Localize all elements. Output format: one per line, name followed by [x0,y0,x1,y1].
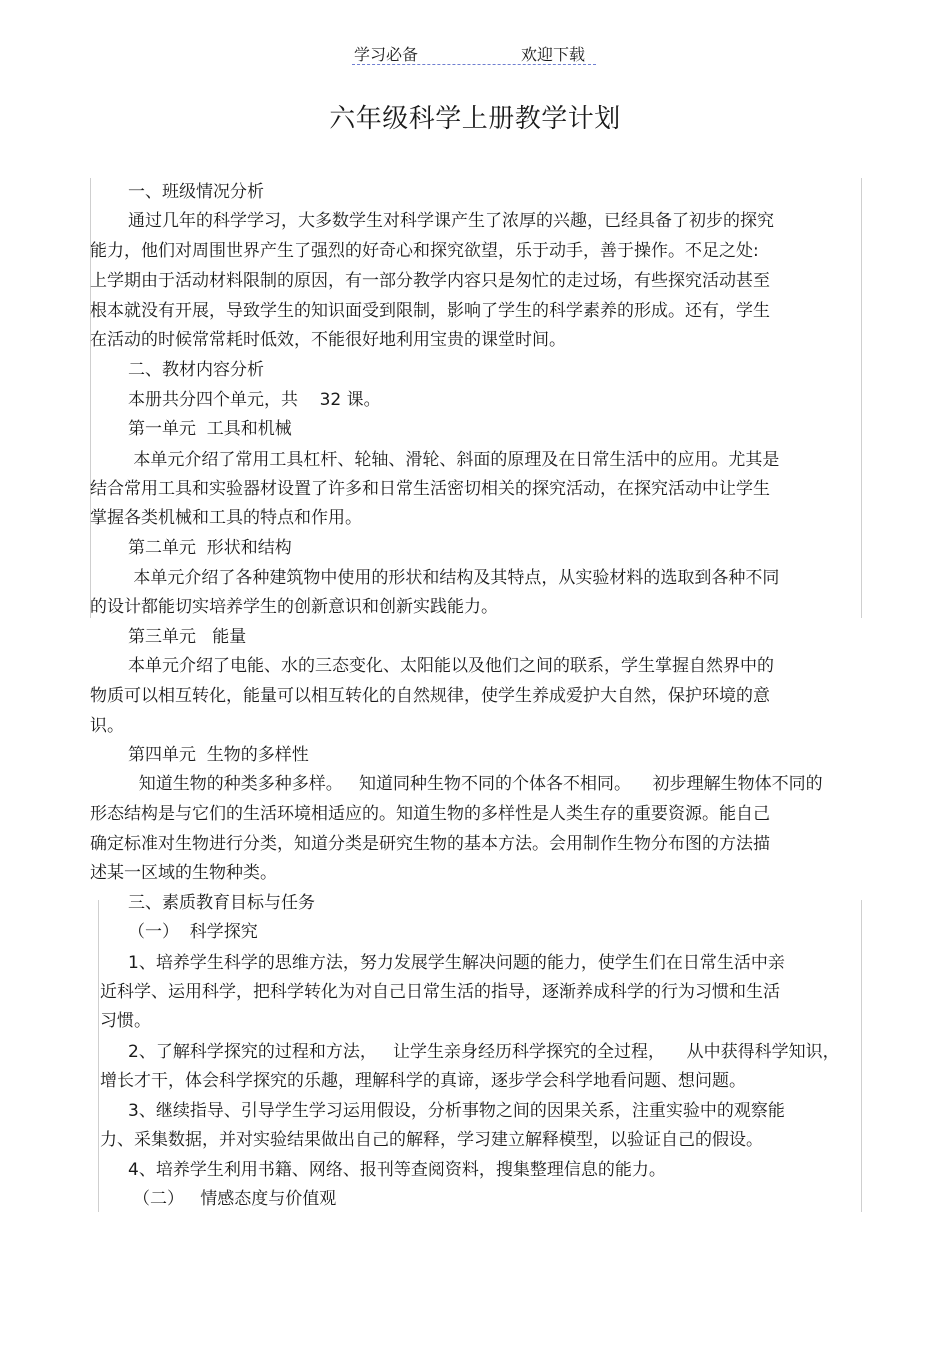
text-line: 本册共分四个单元，共 32 课。 [128,390,381,410]
text-line: 结合常用工具和实验器材设置了许多和日常生活密切相关的探究活动，在探究活动中让学生 [90,479,770,499]
text-line: 识。 [90,716,124,736]
text-line: 第三单元 能量 [128,627,247,647]
text-line: 本单元介绍了电能、水的三态变化、太阳能以及他们之间的联系，学生掌握自然界中的 [128,656,774,676]
text-line: 力、采集数据，并对实验结果做出自己的解释，学习建立解释模型，以验证自己的假设。 [100,1130,763,1150]
text-line: 习惯。 [100,1011,151,1031]
text-line: 物质可以相互转化，能量可以相互转化的自然规律，使学生养成爱护大自然，保护环境的意 [90,686,770,706]
text-line: 通过几年的科学学习，大多数学生对科学课产生了浓厚的兴趣，已经具备了初步的探究 [128,211,774,231]
text-line: 第四单元 生物的多样性 [128,745,309,765]
text-line: 2、了解科学探究的过程和方法， 让学生亲身经历科学探究的全过程， 从中获得科学知识， [128,1042,840,1062]
header-dashed-underline [352,64,596,65]
text-line: 的设计都能切实培养学生的创新意识和创新实践能力。 [90,597,498,617]
text-line: 第一单元 工具和机械 [128,419,292,439]
header-right-text: 欢迎下载 [521,45,586,64]
text-line: （一） 科学探究 [128,922,258,942]
text-line: 确定标准对生物进行分类，知道分类是研究生物的基本方法。会用制作生物分布图的方法描 [90,834,770,854]
text-line: 增长才干，体会科学探究的乐趣，理解科学的真谛，逐步学会科学地看问题、想问题。 [100,1071,746,1091]
header-left-text: 学习必备 [354,45,419,64]
text-line: 形态结构是与它们的生活环境相适应的。知道生物的多样性是人类生存的重要资源。能自己 [90,804,770,824]
text-line: 根本就没有开展，导致学生的知识面受到限制，影响了学生的科学素养的形成。还有，学生 [90,301,770,321]
text-line: 本单元介绍了常用工具杠杆、轮轴、滑轮、斜面的原理及在日常生活中的应用。尤其是 [128,450,780,470]
text-line: 1、培养学生科学的思维方法，努力发展学生解决问题的能力，使学生们在日常生活中亲 [128,953,785,973]
text-line: 知道生物的种类多种多样。 知道同种生物不同的个体各不相同。 初步理解生物体不同的 [128,774,823,794]
text-line: 上学期由于活动材料限制的原因，有一部分教学内容只是匆忙的走过场，有些探究活动甚至 [90,271,770,291]
text-line: 本单元介绍了各种建筑物中使用的形状和结构及其特点，从实验材料的选取到各种不同 [128,568,780,588]
document-title: 六年级科学上册教学计划 [329,104,621,134]
text-line: 述某一区域的生物种类。 [90,863,277,883]
text-line: 在活动的时候常常耗时低效，不能很好地利用宝贵的课堂时间。 [90,330,566,350]
text-line: 近科学、运用科学，把科学转化为对自己日常生活的指导，逐渐养成科学的行为习惯和生活 [100,982,780,1002]
text-line: 第二单元 形状和结构 [128,538,292,558]
text-line: 二、教材内容分析 [128,360,264,380]
text-line: （二） 情感态度与价值观 [133,1189,337,1209]
text-line: 能力，他们对周围世界产生了强烈的好奇心和探究欲望，乐于动手，善于操作。不足之处: [90,241,759,261]
text-line: 4、培养学生利用书籍、网络、报刊等查阅资料，搜集整理信息的能力。 [128,1160,666,1180]
text-line: 3、继续指导、引导学生学习运用假设，分析事物之间的因果关系，注重实验中的观察能 [128,1101,785,1121]
text-line: 三、素质教育目标与任务 [128,893,315,913]
text-line: 掌握各类机械和工具的特点和作用。 [90,508,362,528]
text-line: 一、班级情况分析 [128,182,264,202]
